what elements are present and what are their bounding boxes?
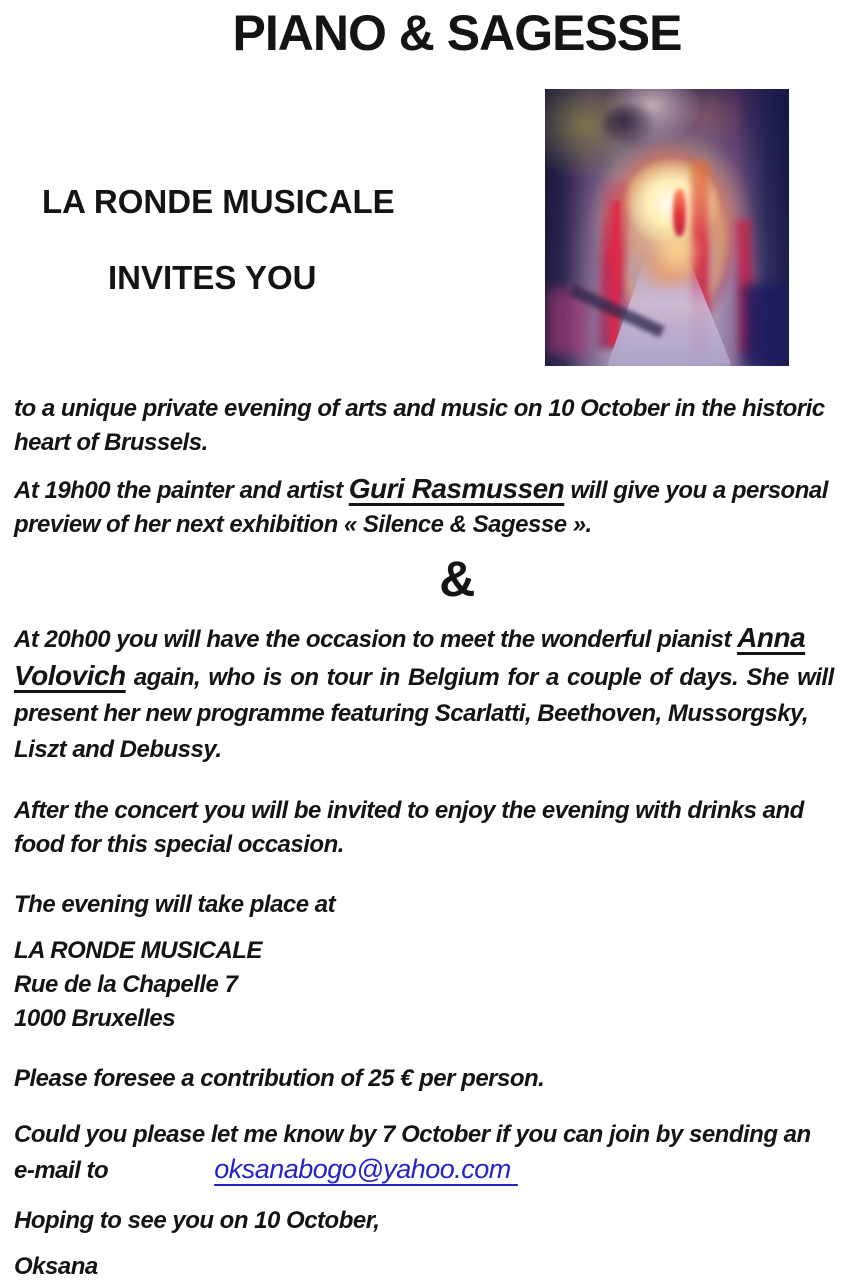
person-name: Volovich bbox=[14, 660, 126, 691]
painting-brushstroke bbox=[743, 284, 789, 366]
text-segment: The evening will take place at bbox=[14, 891, 336, 918]
pianist-paragraph bbox=[14, 620, 859, 768]
text-line bbox=[14, 426, 859, 460]
text-line bbox=[14, 696, 859, 732]
text-line bbox=[14, 732, 859, 768]
text-segment: food for this special occasion. bbox=[14, 831, 344, 858]
text-line bbox=[14, 828, 859, 862]
text-segment: again, who is on tour in Belgium for a couple of days. She will bbox=[125, 664, 834, 691]
person-name: Guri Rasmussen bbox=[348, 473, 565, 504]
text-line bbox=[14, 1152, 859, 1188]
text-line bbox=[14, 472, 859, 508]
page-title: PIANO & SAGESSE bbox=[232, 5, 682, 61]
text-segment: Please foresee a contribution of 25 € per person. bbox=[14, 1065, 545, 1092]
rsvp-paragraph bbox=[14, 1118, 859, 1188]
text-segment: e-mail to bbox=[14, 1157, 109, 1184]
text-line bbox=[14, 1062, 859, 1096]
person-name: Anna bbox=[737, 622, 806, 653]
text-segment: After the concert you will be invited to enjoy the evening with drinks and bbox=[14, 797, 804, 824]
text-segment: Hoping to see you on 10 October, bbox=[14, 1207, 380, 1234]
subtitle-la-ronde: LA RONDE MUSICALE bbox=[42, 183, 395, 220]
text-segment: Could you please let me know by 7 October if you can join by sending an bbox=[14, 1121, 811, 1148]
artist-paragraph bbox=[14, 472, 859, 542]
text-segment: to a unique private evening of arts and music on 10 October in the historic bbox=[14, 395, 825, 422]
intro-paragraph bbox=[14, 392, 859, 460]
painting-image bbox=[545, 89, 789, 366]
address-line: Rue de la Chapelle 7 bbox=[14, 971, 238, 998]
document-body bbox=[14, 392, 859, 1284]
after-concert-paragraph bbox=[14, 794, 859, 862]
text-segment: Liszt and Debussy. bbox=[14, 736, 222, 763]
text-line bbox=[14, 1118, 859, 1152]
ampersand-separator: & bbox=[439, 551, 475, 607]
text-segment: present her new programme featuring Scarlatti, Beethoven, Mussorgsky, bbox=[14, 700, 809, 727]
text-segment: will give you a personal bbox=[564, 477, 828, 504]
text-line bbox=[14, 620, 859, 658]
contribution-note bbox=[14, 1062, 859, 1096]
text-line bbox=[14, 794, 859, 828]
text-segment: Oksana bbox=[14, 1253, 98, 1280]
closing-line bbox=[14, 1204, 859, 1238]
subtitle-invites: INVITES YOU bbox=[108, 259, 317, 296]
venue-intro bbox=[14, 888, 859, 922]
text-line bbox=[14, 888, 859, 922]
address-line: LA RONDE MUSICALE bbox=[14, 937, 262, 964]
text-line bbox=[14, 658, 859, 696]
painting-figure bbox=[673, 189, 686, 236]
text-segment: At 19h00 the painter and artist bbox=[14, 477, 349, 504]
email-link[interactable]: oksanabogo@yahoo.com bbox=[214, 1154, 518, 1184]
text-line bbox=[14, 392, 859, 426]
text-line bbox=[14, 1204, 859, 1238]
text-line bbox=[14, 1250, 859, 1284]
text-segment: preview of her next exhibition « Silence & Sagesse ». bbox=[14, 511, 592, 538]
signature bbox=[14, 1250, 859, 1284]
text-line bbox=[14, 508, 859, 542]
invitation-document bbox=[0, 2, 859, 1284]
address-line: 1000 Bruxelles bbox=[14, 1005, 176, 1032]
text-segment: heart of Brussels. bbox=[14, 429, 208, 456]
text-segment: At 20h00 you will have the occasion to meet the wonderful pianist bbox=[14, 626, 738, 653]
painting-brushstroke bbox=[603, 105, 655, 145]
venue-address bbox=[14, 934, 859, 1036]
